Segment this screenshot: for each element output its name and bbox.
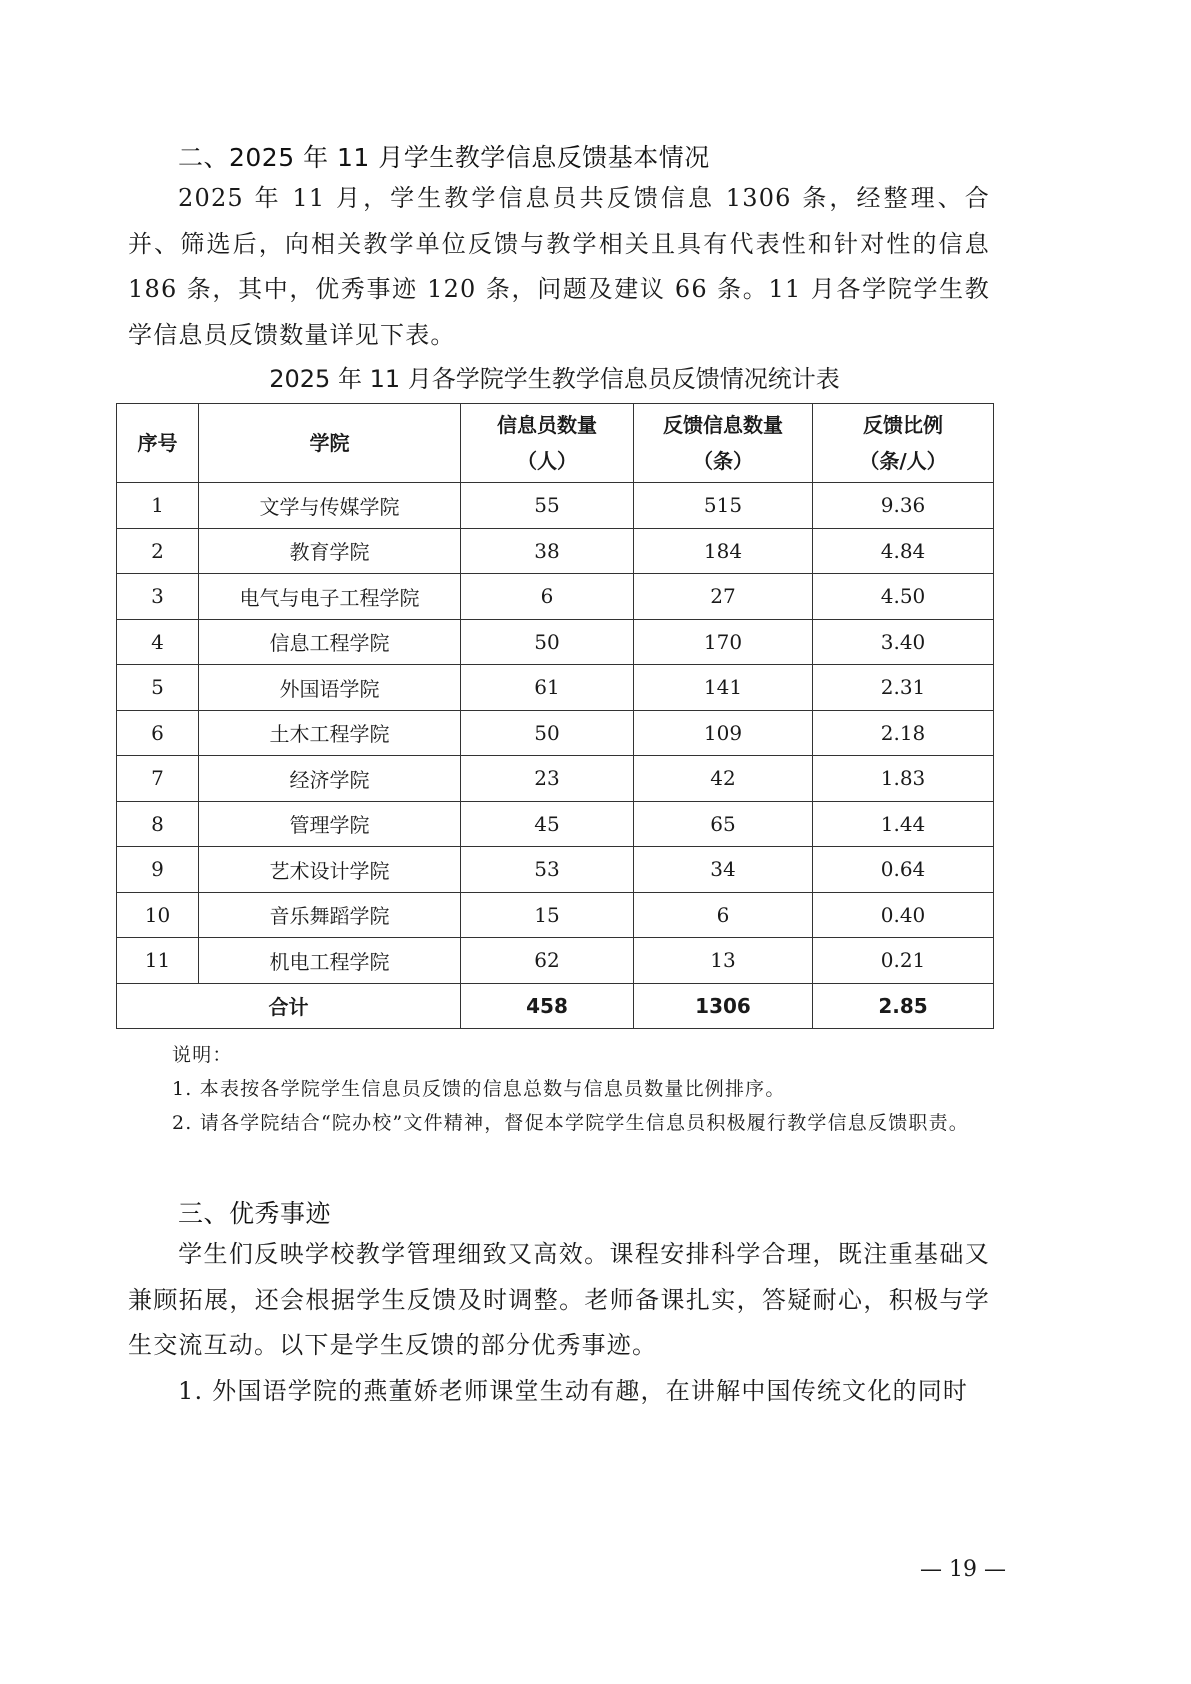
cell-index: 5 xyxy=(117,665,199,711)
section-heading-excellent-deeds: 三、优秀事迹 xyxy=(178,1199,332,1228)
cell-feedback: 109 xyxy=(634,710,813,756)
excellent-deed-item-1-text: 1. 外国语学院的燕董娇老师课堂生动有趣，在讲解中国传统文化的同时 xyxy=(178,1377,969,1405)
excellent-deeds-text: 学生们反映学校教学管理细致又高效。课程安排科学合理，既注重基础又兼顾拓展，还会根据学生反馈及时调整。老师备课扎实，答疑耐心，积极与学生交流互动。以下是学生反馈的部分优秀事迹。 xyxy=(128,1240,990,1359)
cell-ratio: 0.64 xyxy=(813,847,994,893)
cell-feedback: 27 xyxy=(634,574,813,620)
table-row xyxy=(117,938,994,984)
cell-ratio: 2.31 xyxy=(813,665,994,711)
table-row xyxy=(117,892,994,938)
table-row xyxy=(117,483,994,529)
cell-ratio: 9.36 xyxy=(813,483,994,529)
header-ratio xyxy=(813,404,994,483)
total-feedback: 1306 xyxy=(634,983,813,1029)
table-row xyxy=(117,801,994,847)
cell-ratio: 4.84 xyxy=(813,528,994,574)
cell-college: 经济学院 xyxy=(199,756,461,802)
cell-ratio: 4.50 xyxy=(813,574,994,620)
cell-index: 10 xyxy=(117,892,199,938)
header-feedback xyxy=(634,404,813,483)
table-row xyxy=(117,619,994,665)
table-row xyxy=(117,528,994,574)
cell-feedback: 515 xyxy=(634,483,813,529)
cell-index: 9 xyxy=(117,847,199,893)
cell-index: 11 xyxy=(117,938,199,984)
header-ratio-line1: 反馈比例 xyxy=(863,413,943,437)
excellent-deed-item-1 xyxy=(128,1369,990,1415)
cell-college: 外国语学院 xyxy=(199,665,461,711)
cell-feedback: 65 xyxy=(634,801,813,847)
page-number: — 19 — xyxy=(920,1557,1006,1582)
cell-members: 50 xyxy=(461,619,634,665)
header-members xyxy=(461,404,634,483)
table-row xyxy=(117,710,994,756)
cell-members: 53 xyxy=(461,847,634,893)
note-item-2: 2. 请各学院结合“院办校”文件精神，督促本学院学生信息员积极履行教学信息反馈职责。 xyxy=(172,1112,969,1134)
total-members: 458 xyxy=(461,983,634,1029)
cell-members: 23 xyxy=(461,756,634,802)
table-total-row xyxy=(117,983,994,1029)
feedback-overview-text: 2025 年 11 月，学生教学信息员共反馈信息 1306 条，经整理、合并、筛选后，向相关教学单位反馈与教学相关且具有代表性和针对性的信息 186 条，其中，优秀事迹 120 条，问题及建议 66 条。11 月各学院学生教学信息员反馈数量详见下表。 xyxy=(128,184,990,349)
cell-index: 3 xyxy=(117,574,199,620)
cell-college: 文学与传媒学院 xyxy=(199,483,461,529)
excellent-deeds-paragraph xyxy=(128,1232,990,1369)
cell-members: 62 xyxy=(461,938,634,984)
header-college: 学院 xyxy=(199,404,461,483)
header-members-line2: （人） xyxy=(517,449,577,473)
total-label: 合计 xyxy=(117,983,461,1029)
table-row xyxy=(117,574,994,620)
cell-ratio: 1.83 xyxy=(813,756,994,802)
header-index: 序号 xyxy=(117,404,199,483)
cell-index: 2 xyxy=(117,528,199,574)
table-row xyxy=(117,756,994,802)
cell-feedback: 34 xyxy=(634,847,813,893)
cell-feedback: 141 xyxy=(634,665,813,711)
cell-ratio: 0.21 xyxy=(813,938,994,984)
note-item-1: 1. 本表按各学院学生信息员反馈的信息总数与信息员数量比例排序。 xyxy=(172,1078,786,1100)
cell-members: 38 xyxy=(461,528,634,574)
cell-members: 45 xyxy=(461,801,634,847)
table-row xyxy=(117,847,994,893)
cell-ratio: 0.40 xyxy=(813,892,994,938)
cell-ratio: 1.44 xyxy=(813,801,994,847)
cell-members: 50 xyxy=(461,710,634,756)
cell-college: 机电工程学院 xyxy=(199,938,461,984)
cell-feedback: 42 xyxy=(634,756,813,802)
cell-ratio: 3.40 xyxy=(813,619,994,665)
cell-college: 音乐舞蹈学院 xyxy=(199,892,461,938)
header-feedback-line1: 反馈信息数量 xyxy=(663,413,783,437)
cell-index: 4 xyxy=(117,619,199,665)
cell-college: 管理学院 xyxy=(199,801,461,847)
cell-college: 土木工程学院 xyxy=(199,710,461,756)
cell-members: 61 xyxy=(461,665,634,711)
header-ratio-line2: （条/人） xyxy=(859,449,947,473)
cell-college: 信息工程学院 xyxy=(199,619,461,665)
cell-feedback: 6 xyxy=(634,892,813,938)
total-ratio: 2.85 xyxy=(813,983,994,1029)
feedback-overview-paragraph xyxy=(128,176,990,358)
feedback-statistics-table xyxy=(116,403,994,1029)
cell-members: 15 xyxy=(461,892,634,938)
table-caption: 2025 年 11 月各学院学生教学信息员反馈情况统计表 xyxy=(269,365,840,393)
header-members-line1: 信息员数量 xyxy=(497,413,597,437)
header-feedback-line2: （条） xyxy=(693,449,753,473)
table-header-row xyxy=(117,404,994,483)
cell-index: 8 xyxy=(117,801,199,847)
cell-feedback: 184 xyxy=(634,528,813,574)
notes-title: 说明： xyxy=(172,1044,233,1066)
cell-members: 6 xyxy=(461,574,634,620)
cell-members: 55 xyxy=(461,483,634,529)
cell-feedback: 13 xyxy=(634,938,813,984)
cell-ratio: 2.18 xyxy=(813,710,994,756)
section-heading-feedback-overview: 二、2025 年 11 月学生教学信息反馈基本情况 xyxy=(178,143,710,172)
cell-index: 1 xyxy=(117,483,199,529)
cell-college: 电气与电子工程学院 xyxy=(199,574,461,620)
cell-index: 6 xyxy=(117,710,199,756)
cell-index: 7 xyxy=(117,756,199,802)
cell-college: 艺术设计学院 xyxy=(199,847,461,893)
cell-feedback: 170 xyxy=(634,619,813,665)
cell-college: 教育学院 xyxy=(199,528,461,574)
table-row xyxy=(117,665,994,711)
